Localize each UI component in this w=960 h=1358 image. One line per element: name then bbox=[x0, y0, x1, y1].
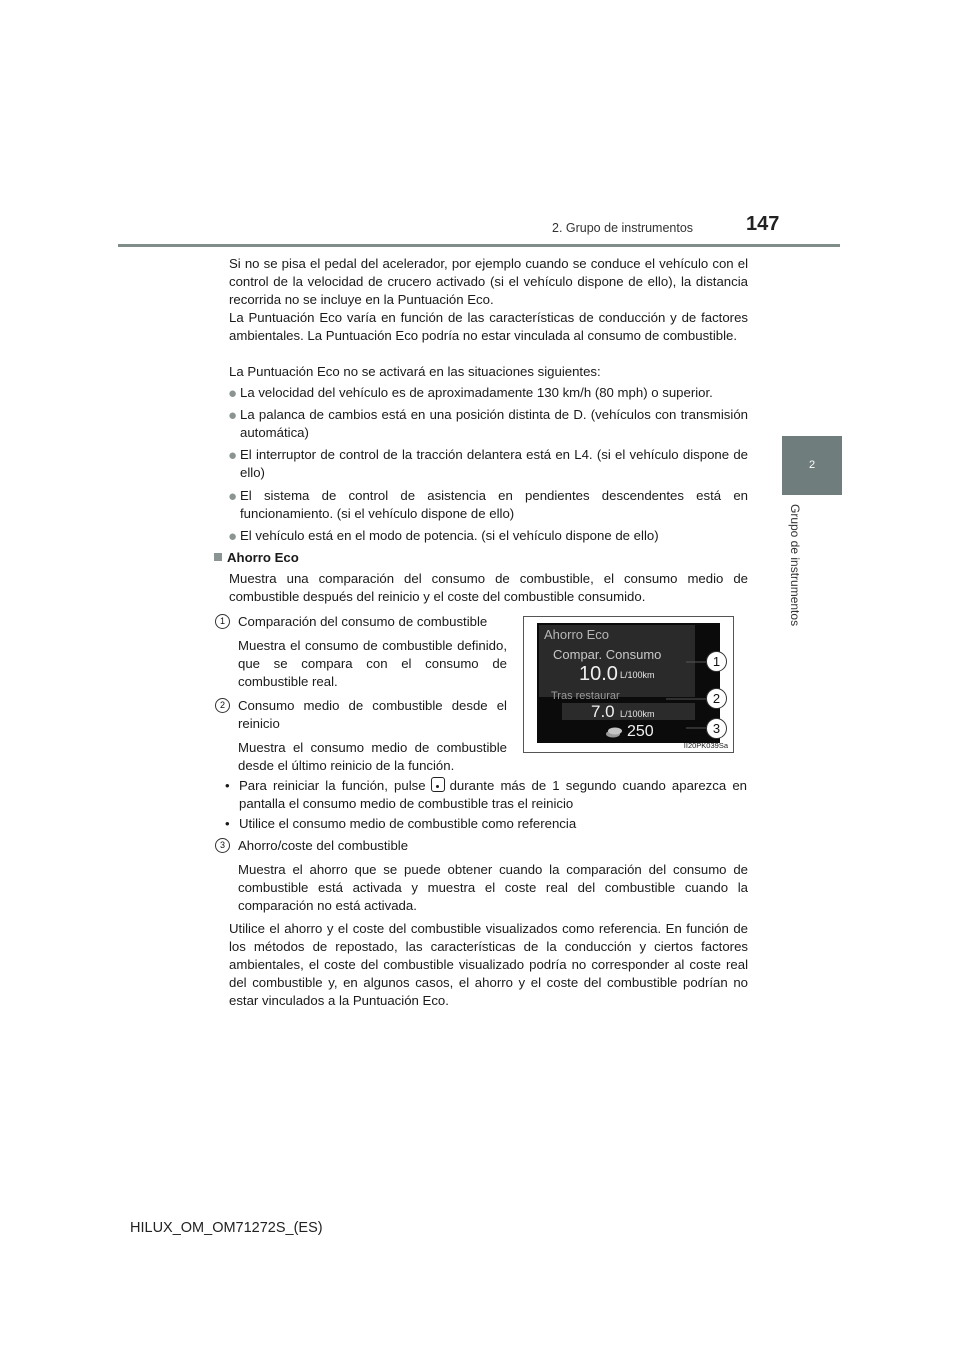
item-body: Muestra el consumo medio de combustible desde el último reinicio de la función. bbox=[238, 740, 507, 773]
callout-3: 3 bbox=[706, 718, 727, 739]
condition-item: ● La palanca de cambios está en una posición distinta de D. (vehículos con transmisión automática) bbox=[228, 407, 748, 440]
bullet-dot-icon: ● bbox=[228, 488, 238, 505]
paragraph-conditions-intro: La Puntuación Eco no se activará en las situaciones siguientes: bbox=[229, 364, 601, 379]
chapter-tab-number: 2 bbox=[808, 459, 816, 471]
callout-2: 2 bbox=[706, 688, 727, 709]
item-title: Consumo medio de combustible desde el reinicio bbox=[238, 698, 507, 731]
ahorro-eco-description: Muestra una comparación del consumo de combustible, el consumo medio de combustible después del reinicio y el coste del combustible consumido. bbox=[229, 571, 748, 604]
callout-lines bbox=[524, 617, 733, 752]
compare-value: 10.0 bbox=[579, 663, 618, 685]
bullet-dot-icon: ● bbox=[228, 447, 238, 464]
reset-note: • Para reiniciar la función, pulse durante más de 1 segundo cuando aparezca en pantalla el consumo medio de combustible tras el reinicio bbox=[225, 778, 747, 811]
condition-item: ● El vehículo está en el modo de potencia. (si el vehículo dispone de ello) bbox=[228, 528, 659, 545]
ok-button-icon bbox=[431, 777, 445, 792]
condition-item: ● El interruptor de control de la tracción delantera está en L4. (si el vehículo dispone de ello) bbox=[228, 447, 748, 480]
item-number-badge: 3 bbox=[215, 838, 230, 853]
callout-1: 1 bbox=[706, 651, 727, 672]
figure-code: II20PK039Sa bbox=[683, 741, 728, 750]
compare-unit: L/100km bbox=[620, 670, 655, 680]
item-number-badge: 1 bbox=[215, 614, 230, 629]
document-code: HILUX_OM_OM71272S_(ES) bbox=[130, 1220, 323, 1236]
reset-unit: L/100km bbox=[620, 709, 655, 719]
bullet-dot-icon: ● bbox=[228, 407, 238, 424]
section-title: 2. Grupo de instrumentos bbox=[552, 221, 694, 235]
ahorro-eco-display-figure bbox=[523, 616, 734, 753]
item-title: Comparación del consumo de combustible bbox=[238, 614, 488, 629]
ahorro-eco-heading: Ahorro Eco bbox=[214, 550, 299, 565]
item-title: Ahorro/coste del combustible bbox=[238, 838, 409, 853]
intro-paragraph: Si no se pisa el pedal del acelerador, por ejemplo cuando se conduce el vehículo con el control de la velocidad de crucero activado (si el vehículo dispone de ello), la distancia recorrida no se incluye en la Puntuación Eco. bbox=[229, 256, 748, 307]
condition-item: ● El sistema de control de asistencia en pendientes descendentes está en funcionamiento. (si el vehículo dispone de ello) bbox=[228, 488, 748, 521]
item-body: Muestra el consumo de combustible definido, que se compara con el consumo de combustible real. bbox=[238, 638, 507, 689]
item-body: Muestra el ahorro que se puede obtener cuando la comparación del consumo de combustible está activada y muestra el coste real del combustible cuando la comparación no está activada. bbox=[238, 862, 748, 913]
savings-value: 250 bbox=[627, 723, 654, 740]
bullet-dot-icon: ● bbox=[228, 385, 238, 402]
reset-label: Tras restaurar bbox=[551, 690, 620, 702]
item-number-badge: 2 bbox=[215, 698, 230, 713]
compare-label: Compar. Consumo bbox=[553, 647, 662, 662]
screen-title: Ahorro Eco bbox=[544, 627, 610, 642]
header-divider bbox=[118, 244, 840, 247]
closing-paragraph: Utilice el ahorro y el coste del combustible visualizados como referencia. En función de los métodos de repostado, las características de la conducción y ciertos factores ambientales, el coste del combustible visualizado podría no corresponder al coste real del combustible y, en algunos casos, el ahorro y el coste del combustible podrían no estar vinculados a la Puntuación Eco. bbox=[229, 921, 748, 1008]
bullet-dot-icon: ● bbox=[228, 528, 238, 545]
reference-note: • Utilice el consumo medio de combustible como referencia bbox=[225, 816, 577, 831]
condition-item: ● La velocidad del vehículo es de aproximadamente 130 km/h (80 mph) o superior. bbox=[228, 385, 713, 402]
chapter-side-label: Grupo de instrumentos bbox=[788, 504, 802, 627]
page-number: 147 bbox=[746, 213, 780, 235]
paragraph-variation: La Puntuación Eco varía en función de las características de conducción y de factores ambientales. La Puntuación Eco podría no estar vinculada al consumo de combustible. bbox=[229, 310, 748, 343]
section-square-icon bbox=[214, 553, 222, 561]
reset-value: 7.0 bbox=[591, 702, 615, 721]
